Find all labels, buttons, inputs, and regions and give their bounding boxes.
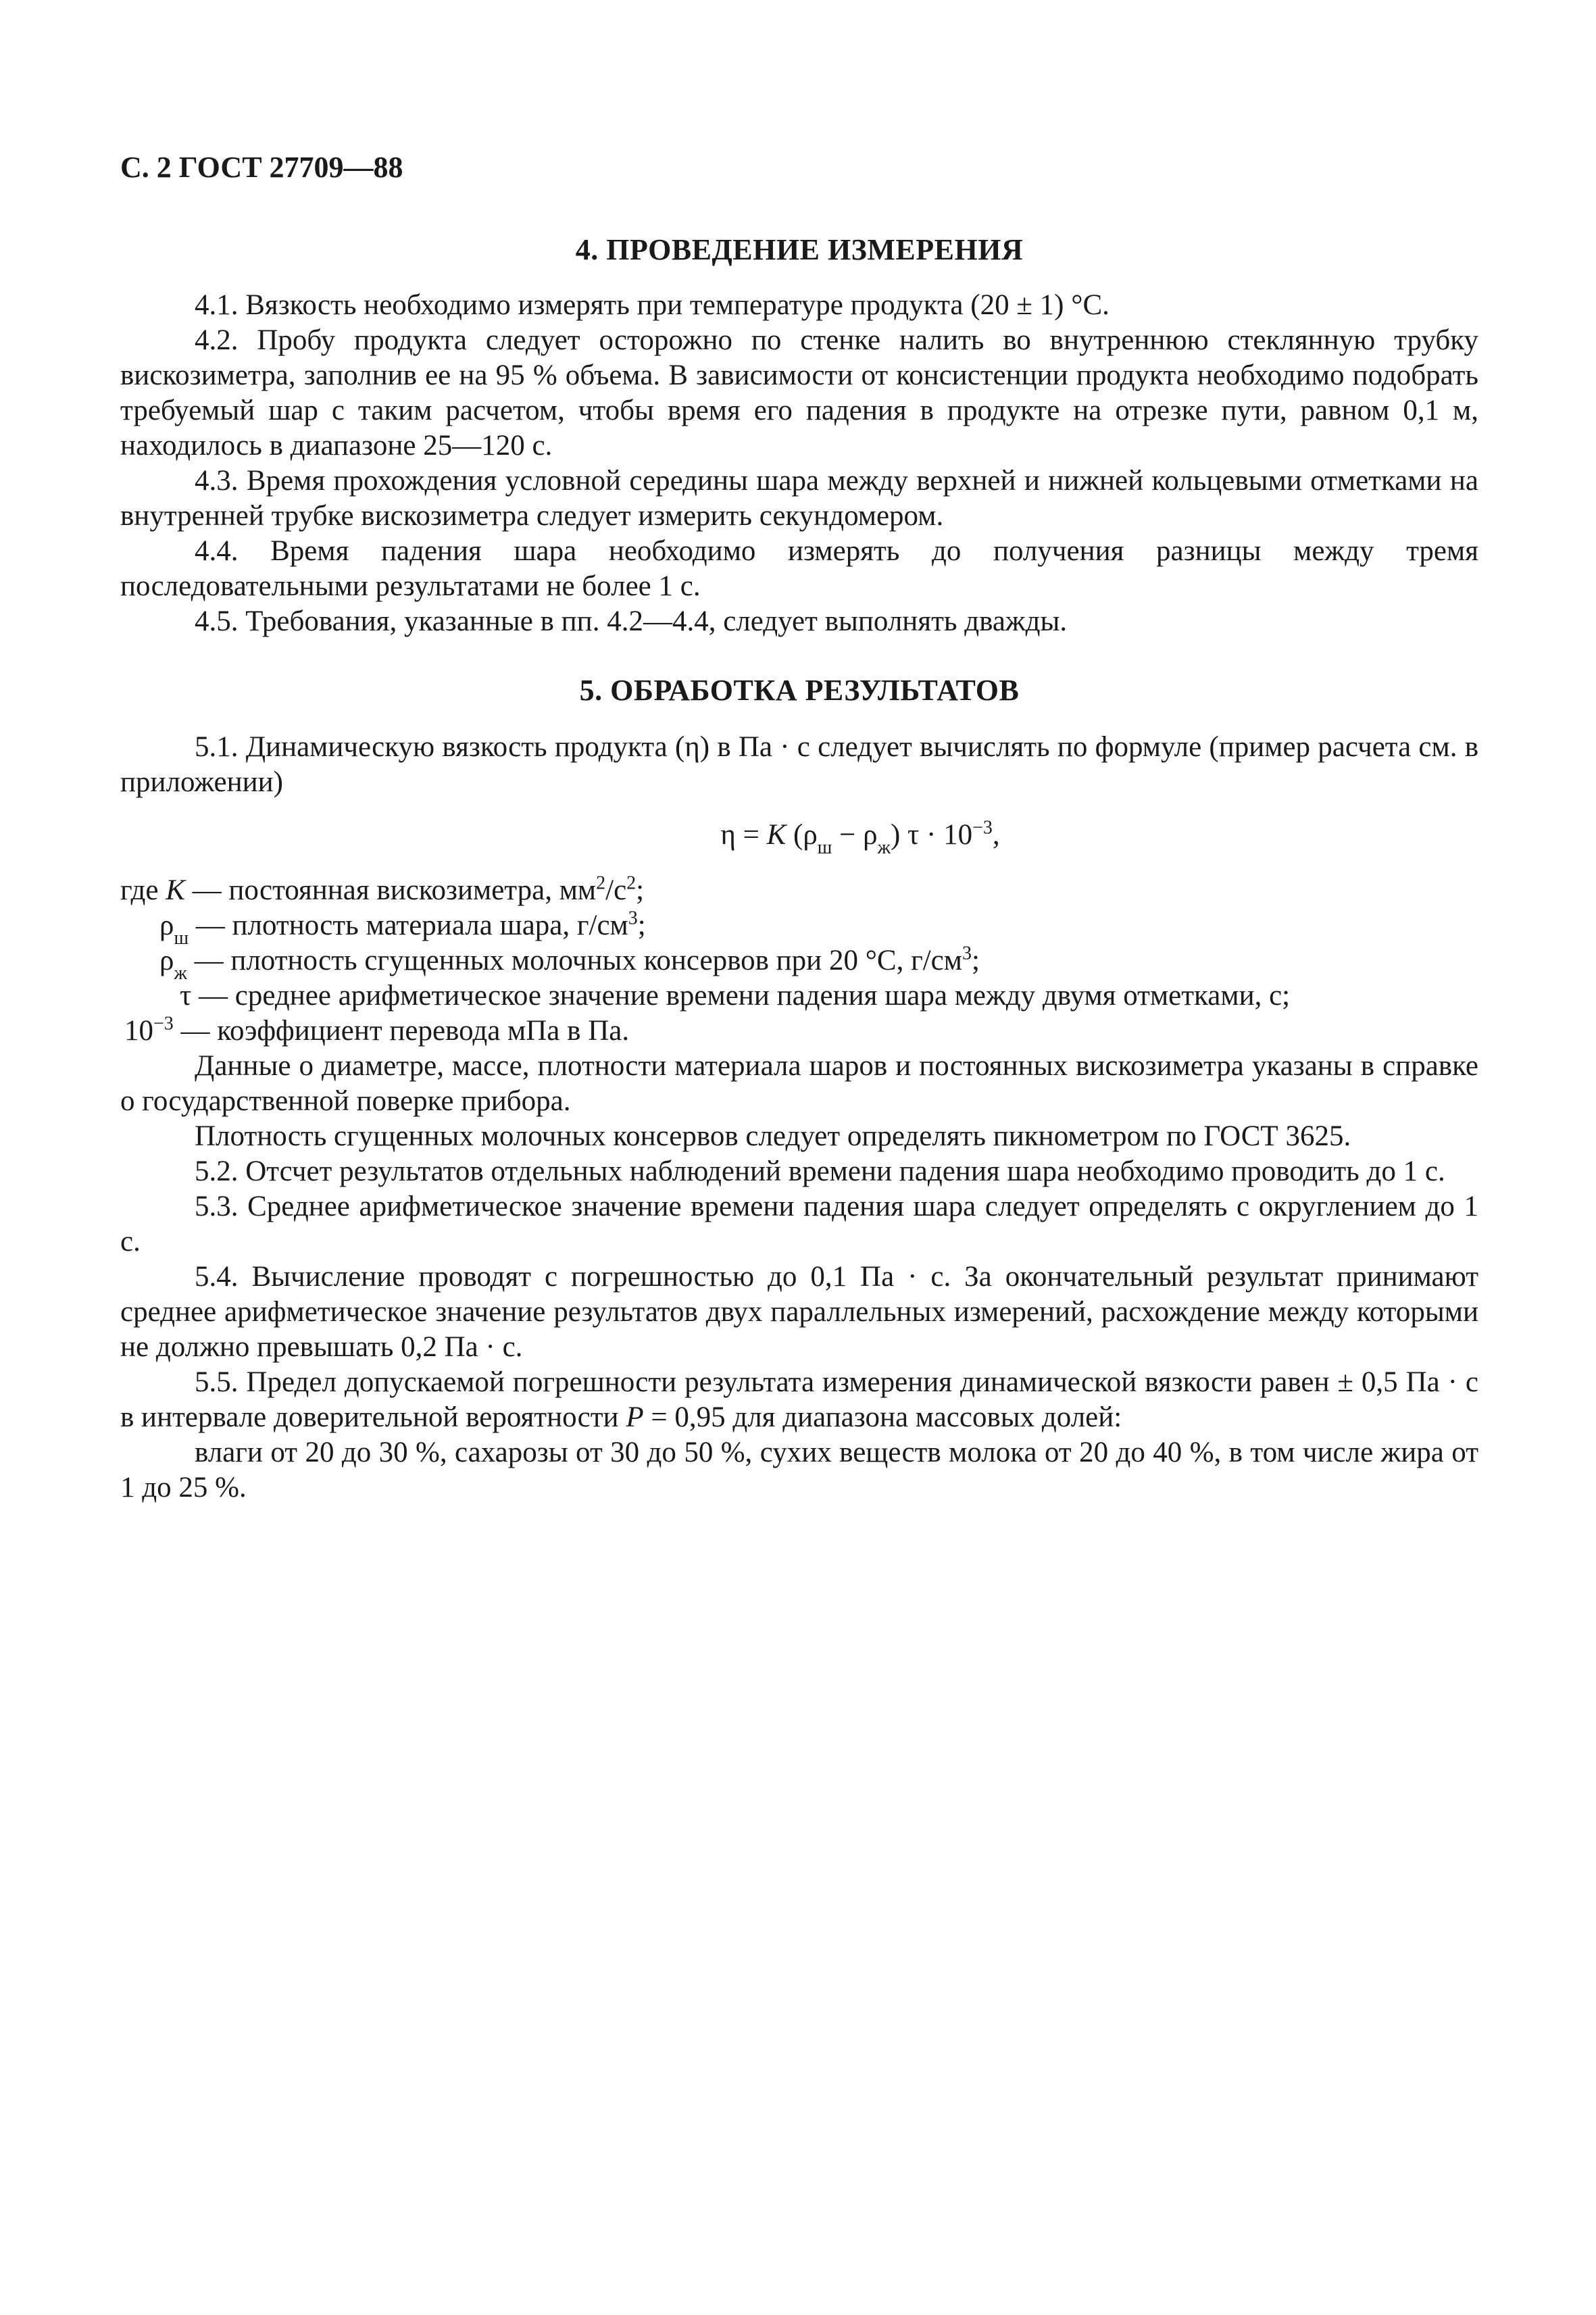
- paragraph-density: Плотность сгущенных молочных консервов следует определять пикнометром по ГОСТ 3625.: [195, 1120, 1351, 1152]
- definition-k-sup1: 2: [596, 872, 606, 894]
- definition-rho-sh-text: — плотность материала шара, г/см: [189, 910, 628, 941]
- definition-rho-zh-text: — плотность сгущенных молочных консервов при 20 °С, г/см: [186, 945, 962, 976]
- definition-rho-zh-symbol: ρ: [159, 945, 174, 976]
- paragraph-5-5: [120, 1365, 1478, 1435]
- definition-rho-sh-sub: ш: [174, 927, 189, 949]
- paragraph-5-5-pre: 5.5. Предел допускаемой погрешности результата измерения динамической вязкости равен ± 0,5 Па · с в интервале доверительной вероятности: [120, 1366, 1478, 1433]
- definition-rho-zh-sup: 3: [962, 943, 972, 964]
- running-head: С. 2 ГОСТ 27709—88: [120, 151, 403, 184]
- definition-rho-zh-end: ;: [971, 945, 980, 976]
- definition-rho-zh-sub: ж: [174, 962, 187, 984]
- paragraph-4-2: 4.2. Пробу продукта следует осторожно по стенке налить во внутреннюю стеклянную трубку вискозиметра, заполнив ее на 95 % объема. В зависимости от консистенции продукта необходимо подобрать требуемый шар с таким расчетом, чтобы время его падения в продукте на отрезке пути, равном 0,1 м, находилось в диапазоне 25—120 с.: [120, 324, 1478, 462]
- section-4-title: 4. ПРОВЕДЕНИЕ ИЗМЕРЕНИЯ: [575, 233, 1024, 266]
- paragraph-5-1: 5.1. Динамическую вязкость продукта (η) в Па · с следует вычислять по формуле (пример расчета см. в приложении): [120, 731, 1478, 798]
- paragraph-4-4: 4.4. Время падения шара необходимо измерять до получения разницы между тремя последовательными результатами не более 1 с.: [120, 535, 1478, 602]
- formula-k: K: [766, 819, 787, 851]
- definition-tau: τ — среднее арифметическое значение времени падения шара между двумя отметками, с;: [180, 980, 1291, 1012]
- definition-rho-sh-sup: 3: [628, 907, 638, 929]
- definition-coefficient-text: — коэффициент перевода мПа в Па.: [173, 1015, 630, 1047]
- definition-coefficient: [120, 1014, 1478, 1049]
- definition-coefficient-base: 10: [124, 1015, 153, 1047]
- paragraph-5-5-continuation: влаги от 20 до 30 %, сахарозы от 30 до 50 %, сухих веществ молока от 20 до 40 %, в том числе жира от 1 до 25 %.: [120, 1437, 1478, 1503]
- paragraph-5-5-symbol: P: [626, 1401, 644, 1433]
- formula-lhs: η =: [720, 819, 767, 851]
- formula-end: ,: [992, 819, 1000, 851]
- formula-tail: ) τ · 10: [890, 819, 973, 851]
- definition-k-sup2: 2: [626, 872, 637, 894]
- definition-k-text: — постоянная вискозиметра, мм: [184, 874, 597, 906]
- paragraph-5-5-post: = 0,95 для диапазона массовых долей:: [643, 1401, 1122, 1433]
- paragraph-4-3: 4.3. Время прохождения условной середины шара между верхней и нижней кольцевыми отметками на внутренней трубке вискозиметра следует измерить секундомером.: [120, 465, 1478, 532]
- paragraph-4-1: 4.1. Вязкость необходимо измерять при температуре продукта (20 ± 1) °С.: [195, 289, 1109, 321]
- document-page: [120, 149, 1478, 1505]
- definition-rho-sh-end: ;: [637, 910, 646, 941]
- formula-sub-sh: ш: [817, 837, 832, 858]
- formula-exp: −3: [972, 817, 993, 839]
- definition-rho-sh-symbol: ρ: [159, 910, 174, 941]
- viscosity-formula: [120, 817, 1478, 858]
- definition-where-word: где: [120, 874, 166, 906]
- paragraph-5-2: 5.2. Отсчет результатов отдельных наблюдений времени падения шара необходимо проводить до 1 с.: [195, 1155, 1445, 1187]
- paragraph-ball-data: Данные о диаметре, массе, плотности материала шаров и постоянных вискозиметра указаны в справке о государственной поверке прибора.: [120, 1050, 1478, 1117]
- definition-rho-zh: [120, 943, 1478, 984]
- definition-k-end: ;: [636, 874, 645, 906]
- paragraph-5-4: 5.4. Вычисление проводят с погрешностью до 0,1 Па · с. За окончательный результат принимают среднее арифметическое значение результатов двух параллельных измерений, расхождение между которыми не должно превышать 0,2 Па · с.: [120, 1261, 1478, 1363]
- definition-k-symbol: K: [166, 874, 185, 906]
- definition-rho-sh: [120, 907, 1478, 949]
- paragraph-5-3: 5.3. Среднее арифметическое значение времени падения шара следует определять с округлением до 1 с.: [120, 1191, 1478, 1258]
- definition-k-mid: /с: [605, 874, 627, 906]
- formula-minus: − ρ: [832, 819, 878, 851]
- definition-k: [120, 873, 1478, 908]
- definition-coefficient-sup: −3: [153, 1013, 174, 1035]
- paragraph-4-5: 4.5. Требования, указанные в пп. 4.2—4.4, следует выполнять дважды.: [195, 605, 1068, 637]
- formula-sub-zh: ж: [877, 837, 891, 858]
- formula-open: (ρ: [786, 819, 818, 851]
- section-5-title: 5. ОБРАБОТКА РЕЗУЛЬТАТОВ: [579, 674, 1020, 707]
- symbol-definitions: [120, 873, 1478, 1049]
